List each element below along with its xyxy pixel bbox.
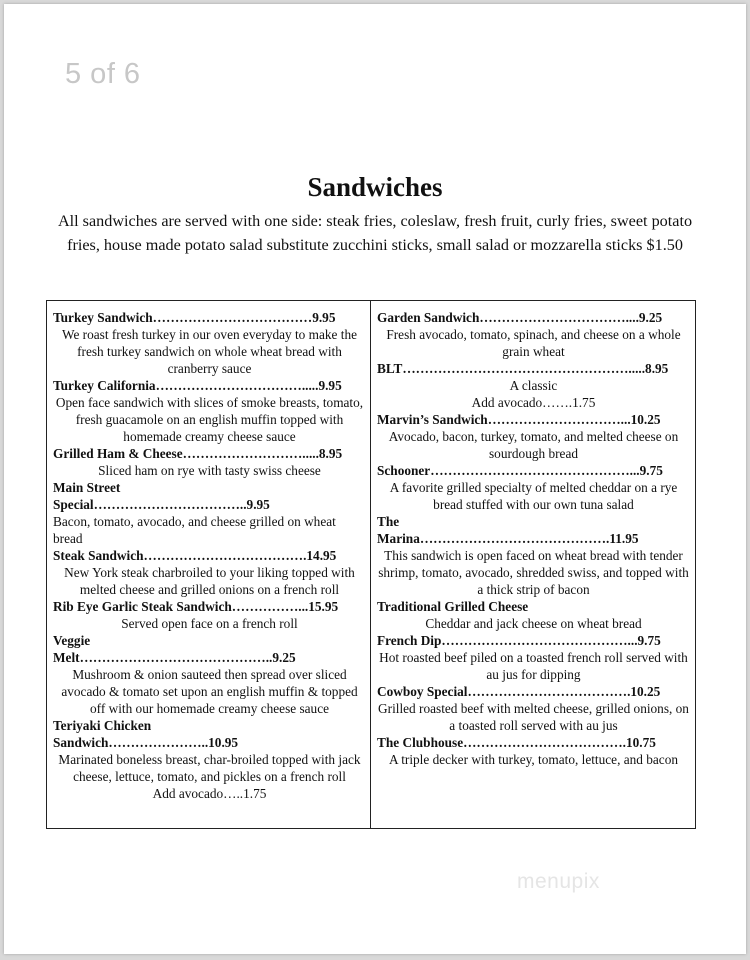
menu-column-right (372, 301, 695, 828)
item-name: The Clubhouse……………………………….10.75 (377, 735, 656, 750)
item-description: Marinated boneless breast, char-broiled topped with jack cheese, lettuce, tomato, and pickles on a french roll (58, 752, 361, 784)
menu-item (53, 445, 366, 479)
item-name: Turkey Sandwich………………………………9.95 (53, 310, 336, 325)
item-name: Traditional Grilled Cheese (377, 599, 529, 614)
item-name: BLT…………………………………………….....8.95 (377, 361, 669, 376)
item-description: Served open face on a french roll (121, 616, 298, 631)
item-addon: Add avocado…..1.75 (152, 786, 267, 801)
item-name: Garden Sandwich……………………………....9.25 (377, 310, 663, 325)
menu-column-left (47, 301, 371, 828)
item-name: Melt……………………………………..9.25 (53, 650, 296, 665)
item-name: Rib Eye Garlic Steak Sandwich……………...15.95 (53, 599, 339, 614)
sides-note: All sandwiches are served with one side: steak fries, coleslaw, fresh fruit, curly fries, sweet potato fries, house made potato salad substitute zucchini sticks, small salad or mozzarella sticks $1.50 (57, 212, 693, 254)
menu-item (53, 547, 366, 598)
item-description: This sandwich is open faced on wheat bread with tender shrimp, tomato, avocado, shredded swiss, and topped with a thick strip of bacon (378, 548, 689, 597)
item-description: Grilled roasted beef with melted cheese, grilled onions, on a toasted roll served with au jus (378, 701, 689, 733)
menu-item (377, 734, 690, 768)
page-indicator: 5 of 6 (65, 58, 141, 90)
menu-item (53, 717, 366, 802)
item-name: Sandwich…………………..10.95 (53, 735, 239, 750)
item-name: Special……………………………..9.95 (53, 497, 270, 512)
item-description: A classic (509, 378, 558, 393)
item-addon: Add avocado…….1.75 (471, 395, 596, 410)
item-description: Fresh avocado, tomato, spinach, and cheese on a whole grain wheat (386, 327, 681, 359)
item-name-line1: Teriyaki Chicken (53, 718, 152, 733)
menu-item (377, 513, 690, 598)
menu-item (377, 632, 690, 683)
menu-item (53, 598, 366, 632)
item-description: Sliced ham on rye with tasty swiss cheese (98, 463, 321, 478)
item-description: New York steak charbroiled to your liking topped with melted cheese and grilled onions on a french roll (64, 565, 355, 597)
menu-table (46, 300, 696, 829)
item-description: Avocado, bacon, turkey, tomato, and melted cheese on sourdough bread (388, 429, 679, 461)
item-description: We roast fresh turkey in our oven everyday to make the fresh turkey sandwich on whole wheat bread with cranberry sauce (61, 327, 358, 376)
menu-item (377, 360, 690, 411)
menu-item (377, 462, 690, 513)
menu-item (377, 309, 690, 360)
item-name: Schooner………………………………………...9.75 (377, 463, 663, 478)
item-description: Bacon, tomato, avocado, and cheese grilled on wheat bread (53, 514, 336, 546)
item-name: Marina…………………………………….11.95 (377, 531, 639, 546)
item-description: Open face sandwich with slices of smoke breasts, tomato, fresh guacamole on an english muffin topped with homemade creamy cheese sauce (55, 395, 364, 444)
item-name: Marvin’s Sandwich…………………………...10.25 (377, 412, 661, 427)
menu-item (377, 598, 690, 632)
item-description: A triple decker with turkey, tomato, lettuce, and bacon (389, 752, 678, 767)
menu-item (53, 632, 366, 717)
item-name: Steak Sandwich……………………………….14.95 (53, 548, 337, 563)
watermark: menupix (517, 870, 600, 893)
item-name-line1: Veggie (53, 633, 91, 648)
item-name-line1: Main Street (53, 480, 121, 495)
item-description: Cheddar and jack cheese on wheat bread (425, 616, 642, 631)
item-name: Turkey California…………………………….....9.95 (53, 378, 342, 393)
item-name: French Dip……………………………………...9.75 (377, 633, 661, 648)
item-name: Grilled Ham & Cheese……………………….....8.95 (53, 446, 343, 461)
item-name: Cowboy Special……………………………….10.25 (377, 684, 661, 699)
item-description: Hot roasted beef piled on a toasted french roll served with au jus for dipping (379, 650, 688, 682)
menu-item (377, 411, 690, 462)
page-title: Sandwiches (307, 172, 443, 202)
item-name-line1: The (377, 514, 400, 529)
menu-item (377, 683, 690, 734)
item-description: A favorite grilled specialty of melted cheddar on a rye bread stuffed with our own tuna salad (389, 480, 678, 512)
menu-page (4, 4, 746, 954)
item-description: Mushroom & onion sauteed then spread over sliced avocado & tomato set upon an english muffin & topped off with our homemade creamy cheese sauce (61, 667, 358, 716)
menu-item (53, 309, 366, 377)
menu-item (53, 377, 366, 445)
menu-item (53, 479, 366, 547)
